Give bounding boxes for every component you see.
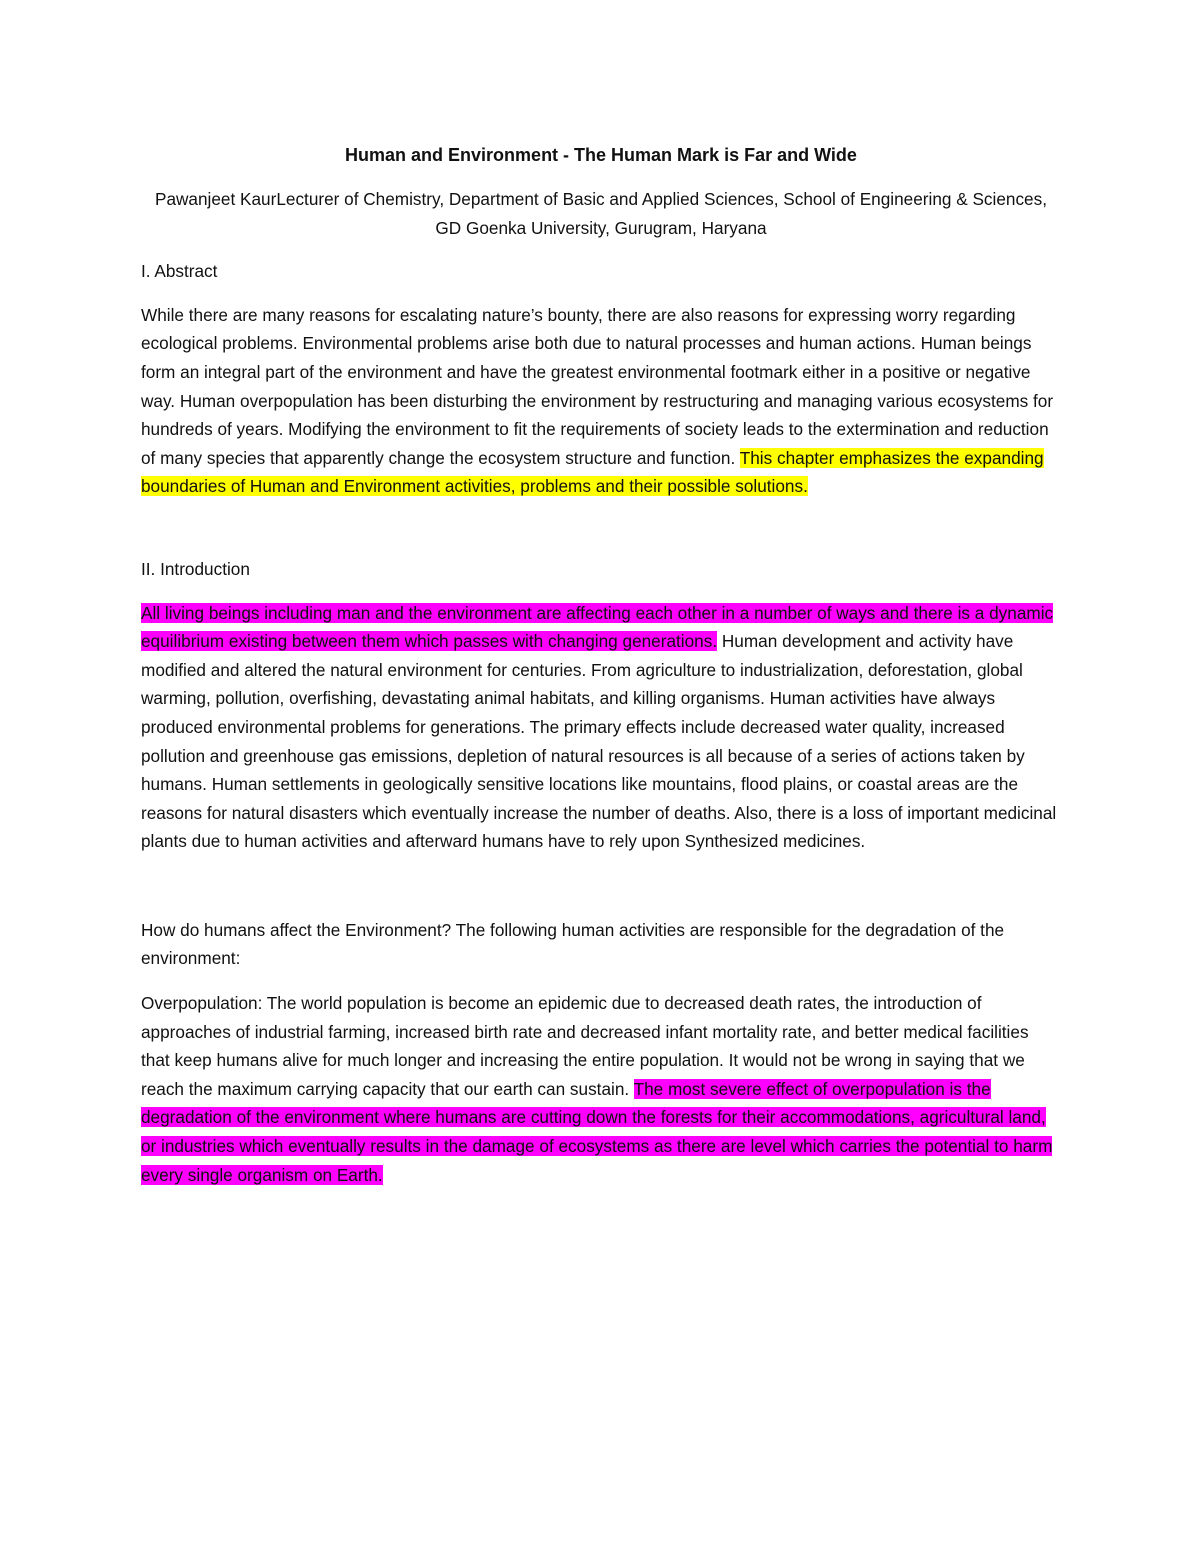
introduction-highlight: All living beings including man and the environment are affecting each other in a number of ways and there is a dynamic equilibrium existing between them which passes with changing generations. bbox=[141, 602, 1054, 652]
abstract-body-text: While there are many reasons for escalating nature’s bounty, there are also reasons for expressing worry regarding ecological problems. Environmental problems arise both due to natural processes and human actions. Human beings form an integral part of the environment and have the greatest environmental footmark either in a positive or negative way. Human overpopulation has been disturbing the environment by restructuring and managing various ecosystems for hundreds of years. Modifying the environment to fit the requirements of society leads to the extermination and reduction of many species that apparently change the ecosystem structure and function. bbox=[141, 304, 1054, 468]
abstract-heading: I. Abstract bbox=[141, 261, 218, 282]
abstract-highlight: This chapter emphasizes the expanding boundaries of Human and Environment activities, problems and their possible solutions. bbox=[141, 447, 1044, 497]
abstract-paragraph bbox=[141, 301, 1061, 501]
document-page bbox=[141, 140, 1061, 1205]
introduction-paragraph bbox=[141, 599, 1061, 856]
question-paragraph: How do humans affect the Environment? The following human activities are responsible for the degradation of the environment: bbox=[141, 919, 1005, 969]
introduction-heading: II. Introduction bbox=[141, 558, 250, 579]
overpopulation-body-text: Overpopulation: The world population is become an epidemic due to decreased death rates, the introduction of approaches of industrial farming, increased birth rate and decreased infant mortality rate, and better medical facilities that keep humans alive for much longer and increasing the entire population. It would not be wrong in saying that we reach the maximum carrying capacity that our earth can sustain. bbox=[141, 993, 1029, 1099]
overpopulation-paragraph bbox=[141, 989, 1061, 1189]
overpopulation-highlight: The most severe effect of overpopulation is the degradation of the environment where humans are cutting down the forests for their accommodations, agricultural land, or industries which eventually results in the damage of ecosystems as there are level which carries the potential to harm every single organism on Earth. bbox=[141, 1078, 1053, 1185]
section-spacer bbox=[141, 872, 1061, 916]
section-spacer bbox=[141, 517, 1061, 555]
author-affiliation: Pawanjeet KaurLecturer of Chemistry, Department of Basic and Applied Sciences, School of Engineering & Sciences, GD Goenka University, Gurugram, Haryana bbox=[154, 189, 1047, 238]
introduction-body-text: Human development and activity have modified and altered the natural environment for centuries. From agriculture to industrialization, deforestation, global warming, pollution, overfishing, devastating animal habitats, and killing organisms. Human activities have always produced environmental problems for generations. The primary effects include decreased water quality, increased pollution and greenhouse gas emissions, depletion of natural resources is all because of a series of actions taken by humans. Human settlements in geologically sensitive locations like mountains, flood plains, or coastal areas are the reasons for natural disasters which eventually increase the number of deaths. Also, there is a loss of important medicinal plants due to human activities and afterward humans have to rely upon Synthesized medicines. bbox=[141, 631, 1057, 852]
document-title: Human and Environment - The Human Mark is Far and Wide bbox=[345, 145, 857, 165]
